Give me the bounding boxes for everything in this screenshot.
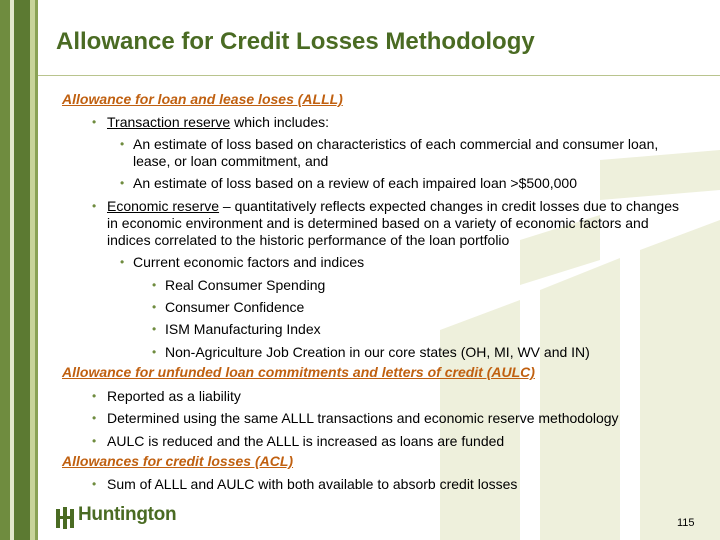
- alll-heading: Allowance for loan and lease loses (ALLL): [62, 91, 343, 107]
- transaction-reserve-term: Transaction reserve: [107, 114, 231, 130]
- aulc-heading: Allowance for unfunded loan commitments and letters of credit (AULC): [62, 364, 535, 380]
- estimate-1-line2: lease, or loan commitment, and: [133, 153, 329, 169]
- watermark-shape: [540, 258, 620, 540]
- economic-reserve-term: Economic reserve: [107, 198, 220, 214]
- economic-reserve-line1: [107, 198, 679, 215]
- economic-reserve-text: – quantitatively reflects expected changes in credit losses due to changes: [219, 198, 679, 214]
- watermark-shape: [640, 220, 720, 540]
- bullet-icon: •: [120, 255, 125, 269]
- bullet-icon: •: [152, 278, 157, 292]
- bullet-icon: •: [92, 477, 97, 491]
- bullet-icon: •: [92, 411, 97, 425]
- factor-item: Consumer Confidence: [165, 299, 305, 315]
- huntington-logo-icon: [55, 506, 75, 530]
- bullet-icon: •: [92, 434, 97, 448]
- factor-item: Real Consumer Spending: [165, 277, 326, 293]
- aulc-item: Determined using the same ALLL transactions and economic reserve methodology: [107, 410, 619, 426]
- estimate-1-line1: An estimate of loss based on characteristics of each commercial and consumer loan,: [133, 136, 659, 152]
- transaction-reserve-item: [107, 114, 329, 131]
- acl-item: Sum of ALLL and AULC with both available to absorb credit losses: [107, 476, 518, 492]
- factor-item: Non-Agriculture Job Creation in our core states (OH, MI, WV and IN): [165, 344, 590, 360]
- page-title: Allowance for Credit Losses Methodology: [56, 28, 535, 55]
- bullet-icon: •: [152, 345, 157, 359]
- bullet-icon: •: [120, 137, 125, 151]
- bullet-icon: •: [152, 322, 157, 336]
- economic-reserve-line3: indices correlated to the historic performance of the loan portfolio: [107, 232, 510, 248]
- bullet-icon: •: [92, 389, 97, 403]
- bullet-icon: •: [92, 115, 97, 129]
- bullet-icon: •: [92, 199, 97, 213]
- transaction-reserve-text: which includes:: [230, 114, 330, 130]
- acl-heading: Allowances for credit losses (ACL): [62, 453, 294, 469]
- title-divider: [38, 75, 720, 76]
- page-number: 115: [677, 517, 695, 529]
- factor-item: ISM Manufacturing Index: [165, 321, 321, 337]
- logo-text: Huntington: [78, 504, 177, 525]
- aulc-item: AULC is reduced and the ALLL is increased as loans are funded: [107, 433, 505, 449]
- current-factors: Current economic factors and indices: [133, 254, 365, 270]
- watermark-shape: [600, 150, 720, 200]
- bullet-icon: •: [120, 176, 125, 190]
- economic-reserve-line2: in economic environment and is determined based on a variety of economic factors and: [107, 215, 649, 231]
- bullet-icon: •: [152, 300, 157, 314]
- aulc-item: Reported as a liability: [107, 388, 241, 404]
- estimate-2: An estimate of loss based on a review of each impaired loan >$500,000: [133, 175, 578, 191]
